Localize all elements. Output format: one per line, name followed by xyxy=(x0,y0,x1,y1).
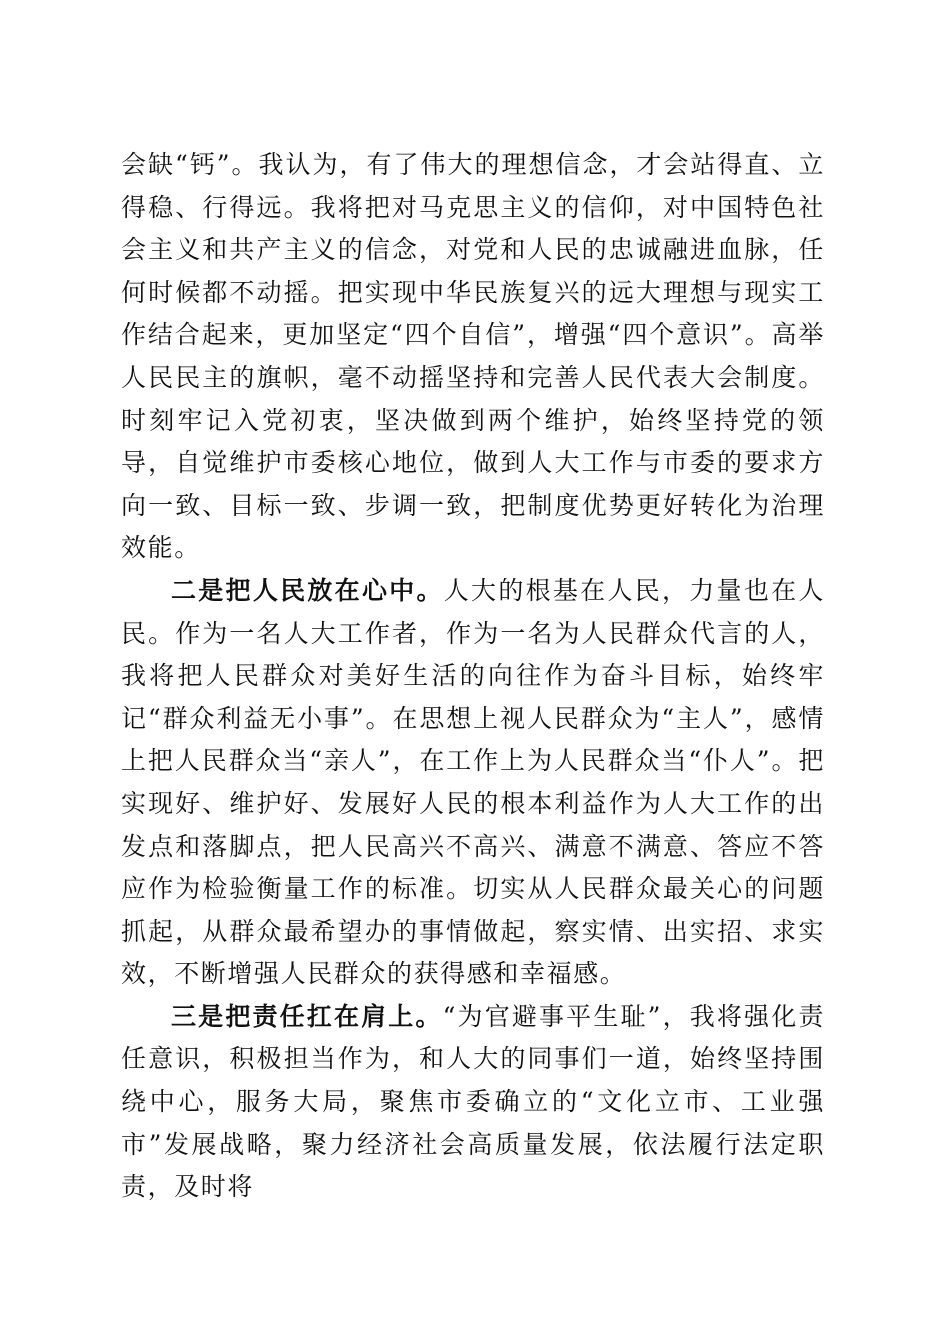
document-body xyxy=(121,144,825,1209)
paragraph-1-text: 会缺“钙”。我认为，有了伟大的理想信念，才会站得直、立得稳、行得远。我将把对马克思主义的信仰，对中国特色社会主义和共产主义的信念，对党和人民的忠诚融进血脉，任何时候都不动摇。把实现中华民族复兴的远大理想与现实工作结合起来，更加坚定“四个自信”，增强“四个意识”。高举人民民主的旗帜，毫不动摇坚持和完善人民代表大会制度。时刻牢记入党初衷，坚决做到两个维护，始终坚持党的领导，自觉维护市委核心地位，做到人大工作与市委的要求方向一致、目标一致、步调一致，把制度优势更好转化为治理效能。 xyxy=(121,150,825,563)
paragraph-2-text: 人大的根基在人民，力量也在人民。作为一名人大工作者，作为一名为人民群众代言的人，我将把人民群众对美好生活的向往作为奋斗目标，始终牢记“群众利益无小事”。在思想上视人民群众为“主人”，感情上把人民群众当“亲人”，在工作上为人民群众当“仆人”。把实现好、维护好、发展好人民的根本利益作为人大工作的出发点和落脚点，把人民高兴不高兴、满意不满意、答应不答应作为检验衡量工作的标准。切实从人民群众最关心的问题抓起，从群众最希望办的事情做起，察实情、出实招、求实效，不断增强人民群众的获得感和幸福感。 xyxy=(121,575,825,989)
paragraph-3-text: “为官避事平生耻”，我将强化责任意识，积极担当作为，和人大的同事们一道，始终坚持围绕中心，服务大局，聚焦市委确立的“文化立市、工业强市”发展战略，聚力经济社会高质量发展，依法履行法定职责，及时将 xyxy=(121,1001,825,1202)
paragraph-1 xyxy=(121,144,825,570)
paragraph-2 xyxy=(121,570,825,996)
paragraph-3 xyxy=(121,996,825,1209)
paragraph-2-lead: 二是把人民放在心中。 xyxy=(171,575,444,605)
paragraph-3-lead: 三是把责任扛在肩上。 xyxy=(171,1001,443,1031)
